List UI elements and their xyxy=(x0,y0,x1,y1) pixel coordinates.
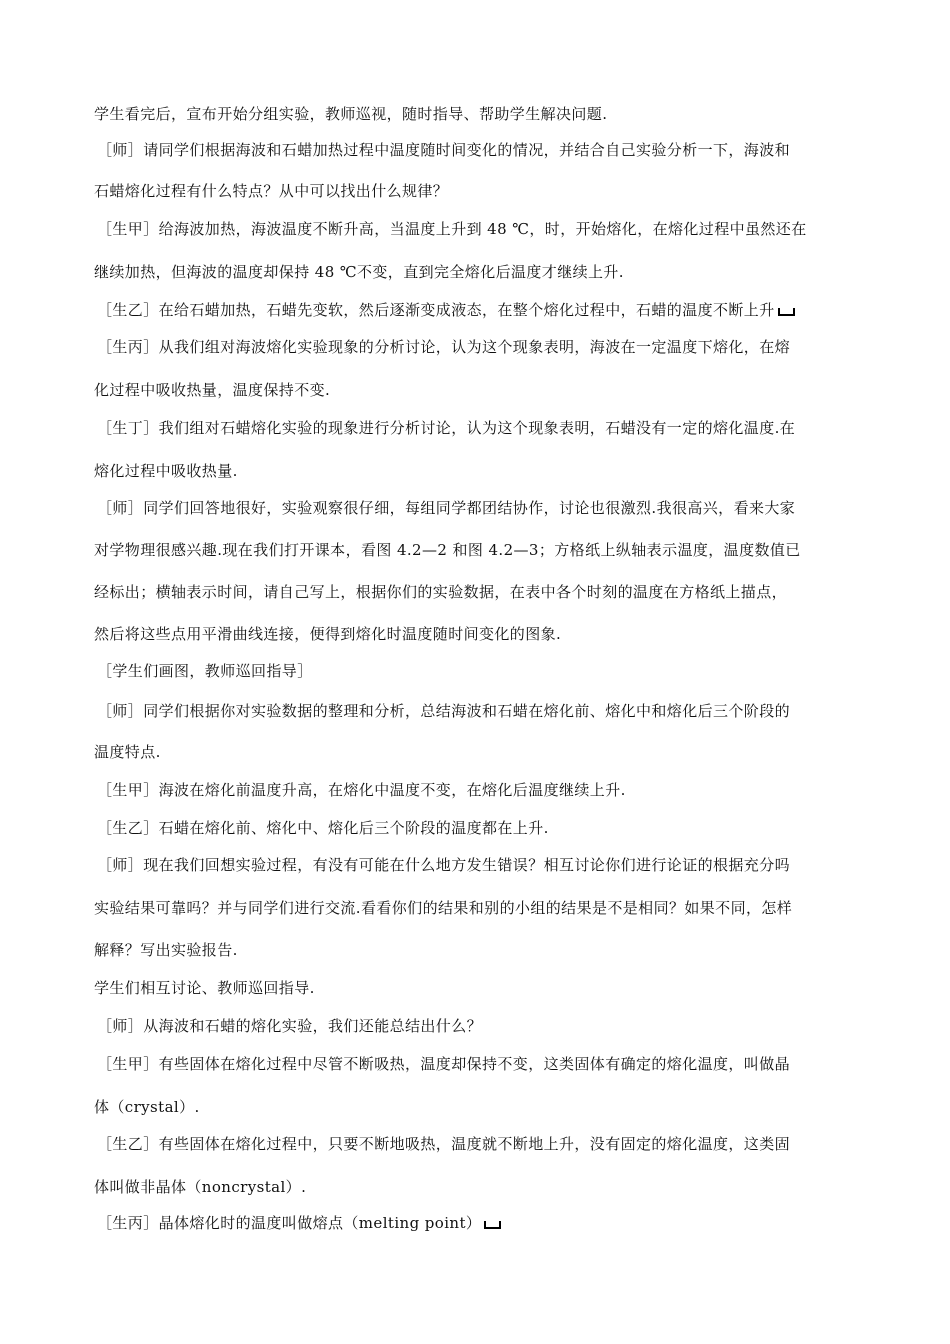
text-line: 继续加热，但海波的温度却保持 48 ℃不变，直到完全熔化后温度才继续上升. xyxy=(94,263,624,281)
text-line: 学生们相互讨论、教师巡回指导. xyxy=(94,979,315,997)
text-line: 学生看完后，宣布开始分组实验，教师巡视，随时指导、帮助学生解决问题. xyxy=(94,105,608,123)
text-line: 体（crystal）. xyxy=(94,1098,200,1116)
text-line-with-mark xyxy=(97,1213,501,1233)
text-line: 石蜡熔化过程有什么特点？从中可以找出什么规律？ xyxy=(94,182,449,200)
text-line: ［师］请同学们根据海波和石蜡加热过程中温度随时间变化的情况，并结合自己实验分析一下，海波和 xyxy=(97,141,791,159)
text-line: ［生甲］给海波加热，海波温度不断升高，当温度上升到 48 ℃，时，开始熔化，在熔化过程中虽然还在 xyxy=(97,220,807,238)
text-line: ［学生们画图，教师巡回指导］ xyxy=(97,662,313,680)
text-line: 化过程中吸收热量，温度保持不变. xyxy=(94,381,331,399)
text-line: ［生丙］从我们组对海波熔化实验现象的分析讨论，认为这个现象表明，海波在一定温度下熔化，在熔 xyxy=(97,338,791,356)
text-line: 熔化过程中吸收热量. xyxy=(94,462,238,480)
text-line-with-mark xyxy=(97,300,795,320)
text-line: ［生甲］有些固体在熔化过程中尽管不断吸热，温度却保持不变，这类固体有确定的熔化温度，叫做晶 xyxy=(97,1055,791,1073)
bracket-mark-icon xyxy=(778,308,795,316)
text-line: ［师］现在我们回想实验过程，有没有可能在什么地方发生错误？相互讨论你们进行论证的根据充分吗 xyxy=(97,856,791,874)
text-line: 实验结果可靠吗？并与同学们进行交流.看看你们的结果和别的小组的结果是不是相同？如果不同，怎样 xyxy=(94,899,793,917)
text-line: 然后将这些点用平滑曲线连接，便得到熔化时温度随时间变化的图象. xyxy=(94,625,562,643)
text-line: ［生丙］晶体熔化时的温度叫做熔点（melting point） xyxy=(97,1214,482,1232)
text-line: 对学物理很感兴趣.现在我们打开课本，看图 4.2—2 和图 4.2—3；方格纸上纵轴表示温度，温度数值已 xyxy=(94,541,801,559)
text-line: ［生甲］海波在熔化前温度升高，在熔化中温度不变，在熔化后温度继续上升. xyxy=(97,781,626,799)
text-line: 体叫做非晶体（noncrystal）. xyxy=(94,1178,307,1196)
text-line: ［生乙］石蜡在熔化前、熔化中、熔化后三个阶段的温度都在上升. xyxy=(97,819,549,837)
text-line: 解释？写出实验报告. xyxy=(94,941,238,959)
text-line: 温度特点. xyxy=(94,743,161,761)
text-line: ［生乙］有些固体在熔化过程中，只要不断地吸热，温度就不断地上升，没有固定的熔化温度，这类固 xyxy=(97,1135,791,1153)
text-line: ［生乙］在给石蜡加热，石蜡先变软，然后逐渐变成液态，在整个熔化过程中，石蜡的温度不断上升 xyxy=(97,301,775,319)
text-line: ［师］同学们根据你对实验数据的整理和分析，总结海波和石蜡在熔化前、熔化中和熔化后三个阶段的 xyxy=(97,702,791,720)
text-line: ［师］同学们回答地很好，实验观察很仔细，每组同学都团结协作，讨论也很激烈.我很高兴，看来大家 xyxy=(97,499,796,517)
text-line: ［生丁］我们组对石蜡熔化实验的现象进行分析讨论，认为这个现象表明，石蜡没有一定的熔化温度.在 xyxy=(97,419,796,437)
text-line: ［师］从海波和石蜡的熔化实验，我们还能总结出什么？ xyxy=(97,1017,483,1035)
bracket-mark-icon xyxy=(484,1221,501,1229)
text-line: 经标出；横轴表示时间，请自己写上，根据你们的实验数据，在表中各个时刻的温度在方格纸上描点， xyxy=(94,583,788,601)
